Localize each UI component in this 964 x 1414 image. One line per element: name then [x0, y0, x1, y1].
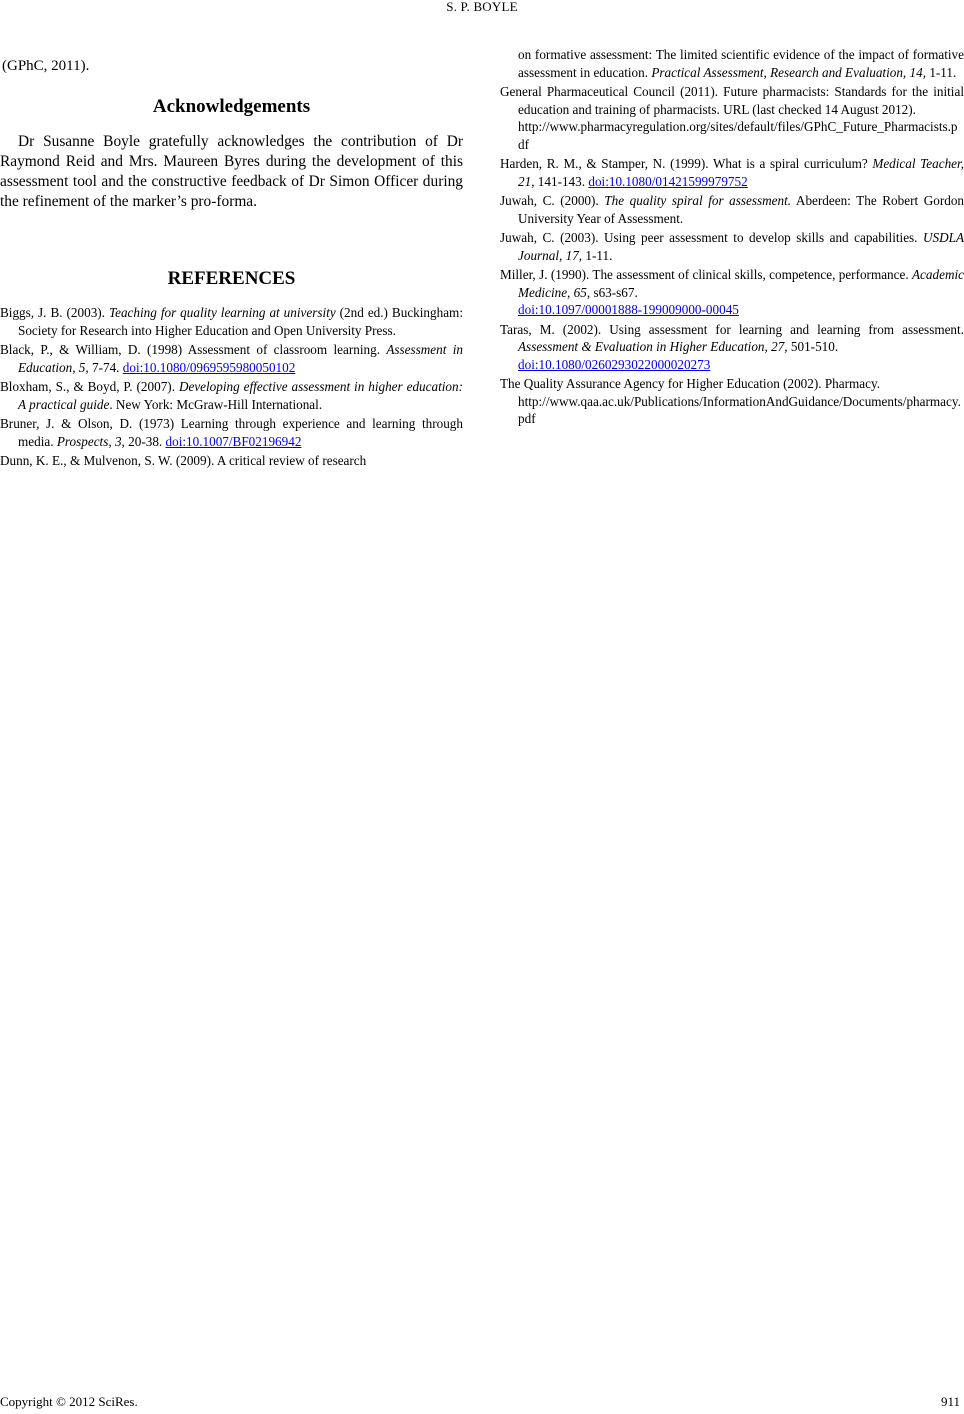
reference-item: The Quality Assurance Agency for Higher Education (2002). Pharmacy. http://www.qaa.ac.uk/Publications/InformationAndGuidance/Documents/pharmacy.pdf	[500, 375, 964, 428]
doi-link[interactable]: doi:10.1080/0260293022000020273	[518, 356, 711, 372]
acknowledgements-paragraph: Dr Susanne Boyle gratefully acknowledges the contribution of Dr Raymond Reid and Mrs. Maureen Byres during the development of this assessment tool and the constructive feedback of Dr Simon Officer during the refinement of the marker’s pro-forma.	[0, 133, 463, 210]
reference-item: Taras, M. (2002). Using assessment for learning and learning from assessment. Assessment & Evaluation in Higher Education, 27, 501-510. doi:10.1080/0260293022000020273	[500, 321, 964, 372]
reference-item: Bloxham, S., & Boyd, P. (2007). Developing effective assessment in higher education: A practical guide. New York: McGraw-Hill International.	[0, 379, 463, 412]
acknowledgements-heading: Acknowledgements	[152, 96, 311, 117]
reference-item: Juwah, C. (2003). Using peer assessment to develop skills and capabilities. USDLA Journal, 17, 1-11.	[500, 230, 964, 263]
reference-list-left	[0, 304, 463, 472]
reference-url: http://www.pharmacyregulation.org/sites/default/files/GPhC_Future_Pharmacists.pdf	[518, 119, 958, 152]
running-head: S. P. BOYLE	[446, 0, 518, 14]
continuation-text: (GPhC, 2011).	[2, 58, 90, 74]
reference-item: Biggs, J. B. (2003). Teaching for quality learning at university (2nd ed.) Buckingham: Society for Research into Higher Education and Open University Press.	[0, 305, 463, 338]
references-heading: REFERENCES	[167, 268, 296, 289]
reference-item: General Pharmaceutical Council (2011). Future pharmacists: Standards for the initial education and training of pharmacists. URL (last checked 14 August 2012). http://www.pharmacyregulation.org/sites/default/files/GPhC_Future_Pharmacists.pdf	[500, 84, 964, 152]
reference-item: Harden, R. M., & Stamper, N. (1999). What is a spiral curriculum? Medical Teacher, 21, 141-143. doi:10.1080/01421599979752	[500, 156, 964, 189]
reference-item: Black, P., & William, D. (1998) Assessment of classroom learning. Assessment in Education, 5, 7-74. doi:10.1080/0969595980050102	[0, 342, 463, 375]
page-number: 911	[940, 1394, 960, 1409]
copyright-notice: Copyright © 2012 SciRes.	[0, 1394, 138, 1409]
reference-continuation: on formative assessment: The limited scientific evidence of the impact of formative assessment in education. Practical Assessment, Research and Evaluation, 14, 1-11.	[518, 47, 964, 80]
reference-item: Bruner, J. & Olson, D. (1973) Learning through experience and learning through media. Prospects, 3, 20-38. doi:10.1007/BF02196942	[0, 416, 463, 449]
doi-link[interactable]: doi:10.1097/00001888-199009000-00045	[518, 302, 739, 317]
doi-link[interactable]: doi:10.1080/0969595980050102	[122, 359, 296, 375]
doi-link[interactable]: doi:10.1007/BF02196942	[165, 433, 302, 449]
reference-url: http://www.qaa.ac.uk/Publications/InformationAndGuidance/Documents/pharmacy.pdf	[518, 393, 961, 426]
reference-item: Miller, J. (1990). The assessment of clinical skills, competence, performance. Academic Medicine, 65, s63-s67. doi:10.1097/00001888-199009000-00045	[500, 267, 964, 317]
reference-item: Juwah, C. (2000). The quality spiral for assessment. Aberdeen: The Robert Gordon University Year of Assessment.	[500, 193, 964, 226]
reference-list-right	[500, 46, 964, 430]
doi-link[interactable]: doi:10.1080/01421599979752	[588, 173, 748, 189]
reference-item: Dunn, K. E., & Mulvenon, S. W. (2009). A critical review of research	[0, 453, 367, 468]
